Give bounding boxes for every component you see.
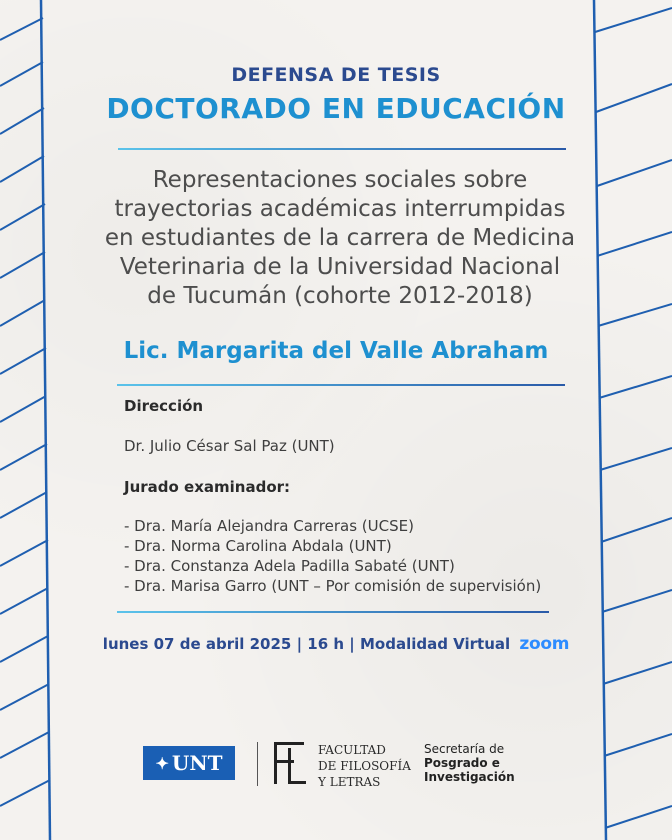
divider [117,384,565,386]
ffl-logo-text [318,742,411,790]
event-text: lunes 07 de abril 2025 | 16 h | Modalidad Virtual [102,635,511,653]
unt-logo [143,746,235,780]
jury-list [124,516,541,596]
divider [118,148,566,150]
secretaria-line: Posgrado e [424,756,500,770]
ffl-logo-line: Y LETRAS [318,775,381,789]
thesis-title-line: trayectorias académicas interrumpidas [114,196,566,222]
event-details [0,634,672,654]
jury-member: - Dra. Norma Carolina Abdala (UNT) [124,537,392,555]
secretaria-line: Secretaría de [424,742,505,756]
thesis-title-line: Veterinaria de la Universidad Nacional [119,254,561,280]
star-icon: ✦ [155,753,169,773]
jury-member: - Dra. Marisa Garro (UNT – Por comisión de supervisión) [124,577,542,595]
ffl-logo-line: DE FILOSOFÍA [318,759,411,773]
logo-divider [257,742,258,786]
thesis-title-line: en estudiantes de la carrera de Medicina [104,225,576,251]
divider [117,611,549,613]
thesis-title-line: de Tucumán (cohorte 2012-2018) [147,283,533,309]
author-name: Lic. Margarita del Valle Abraham [123,338,549,364]
jury-label: Jurado examinador: [124,478,291,496]
super-title: DEFENSA DE TESIS [231,64,441,86]
zoom-logo: zoom [519,634,570,654]
jury-member: - Dra. Constanza Adela Padilla Sabaté (UNT) [124,557,455,575]
unt-logo-text: UNT [171,751,223,775]
ffl-monogram-icon [268,738,310,788]
thesis-title-line: Representaciones sociales sobre [152,167,528,193]
jury-member: - Dra. María Alejandra Carreras (UCSE) [124,517,414,535]
director-name: Dr. Julio César Sal Paz (UNT) [124,437,335,455]
main-title: DOCTORADO EN EDUCACIÓN [106,92,566,125]
secretaria-line: Investigación [424,770,515,784]
ffl-logo-line: FACULTAD [318,743,386,757]
direction-label: Dirección [124,397,204,415]
secretaria-logo [424,742,515,784]
thesis-title [90,166,590,311]
